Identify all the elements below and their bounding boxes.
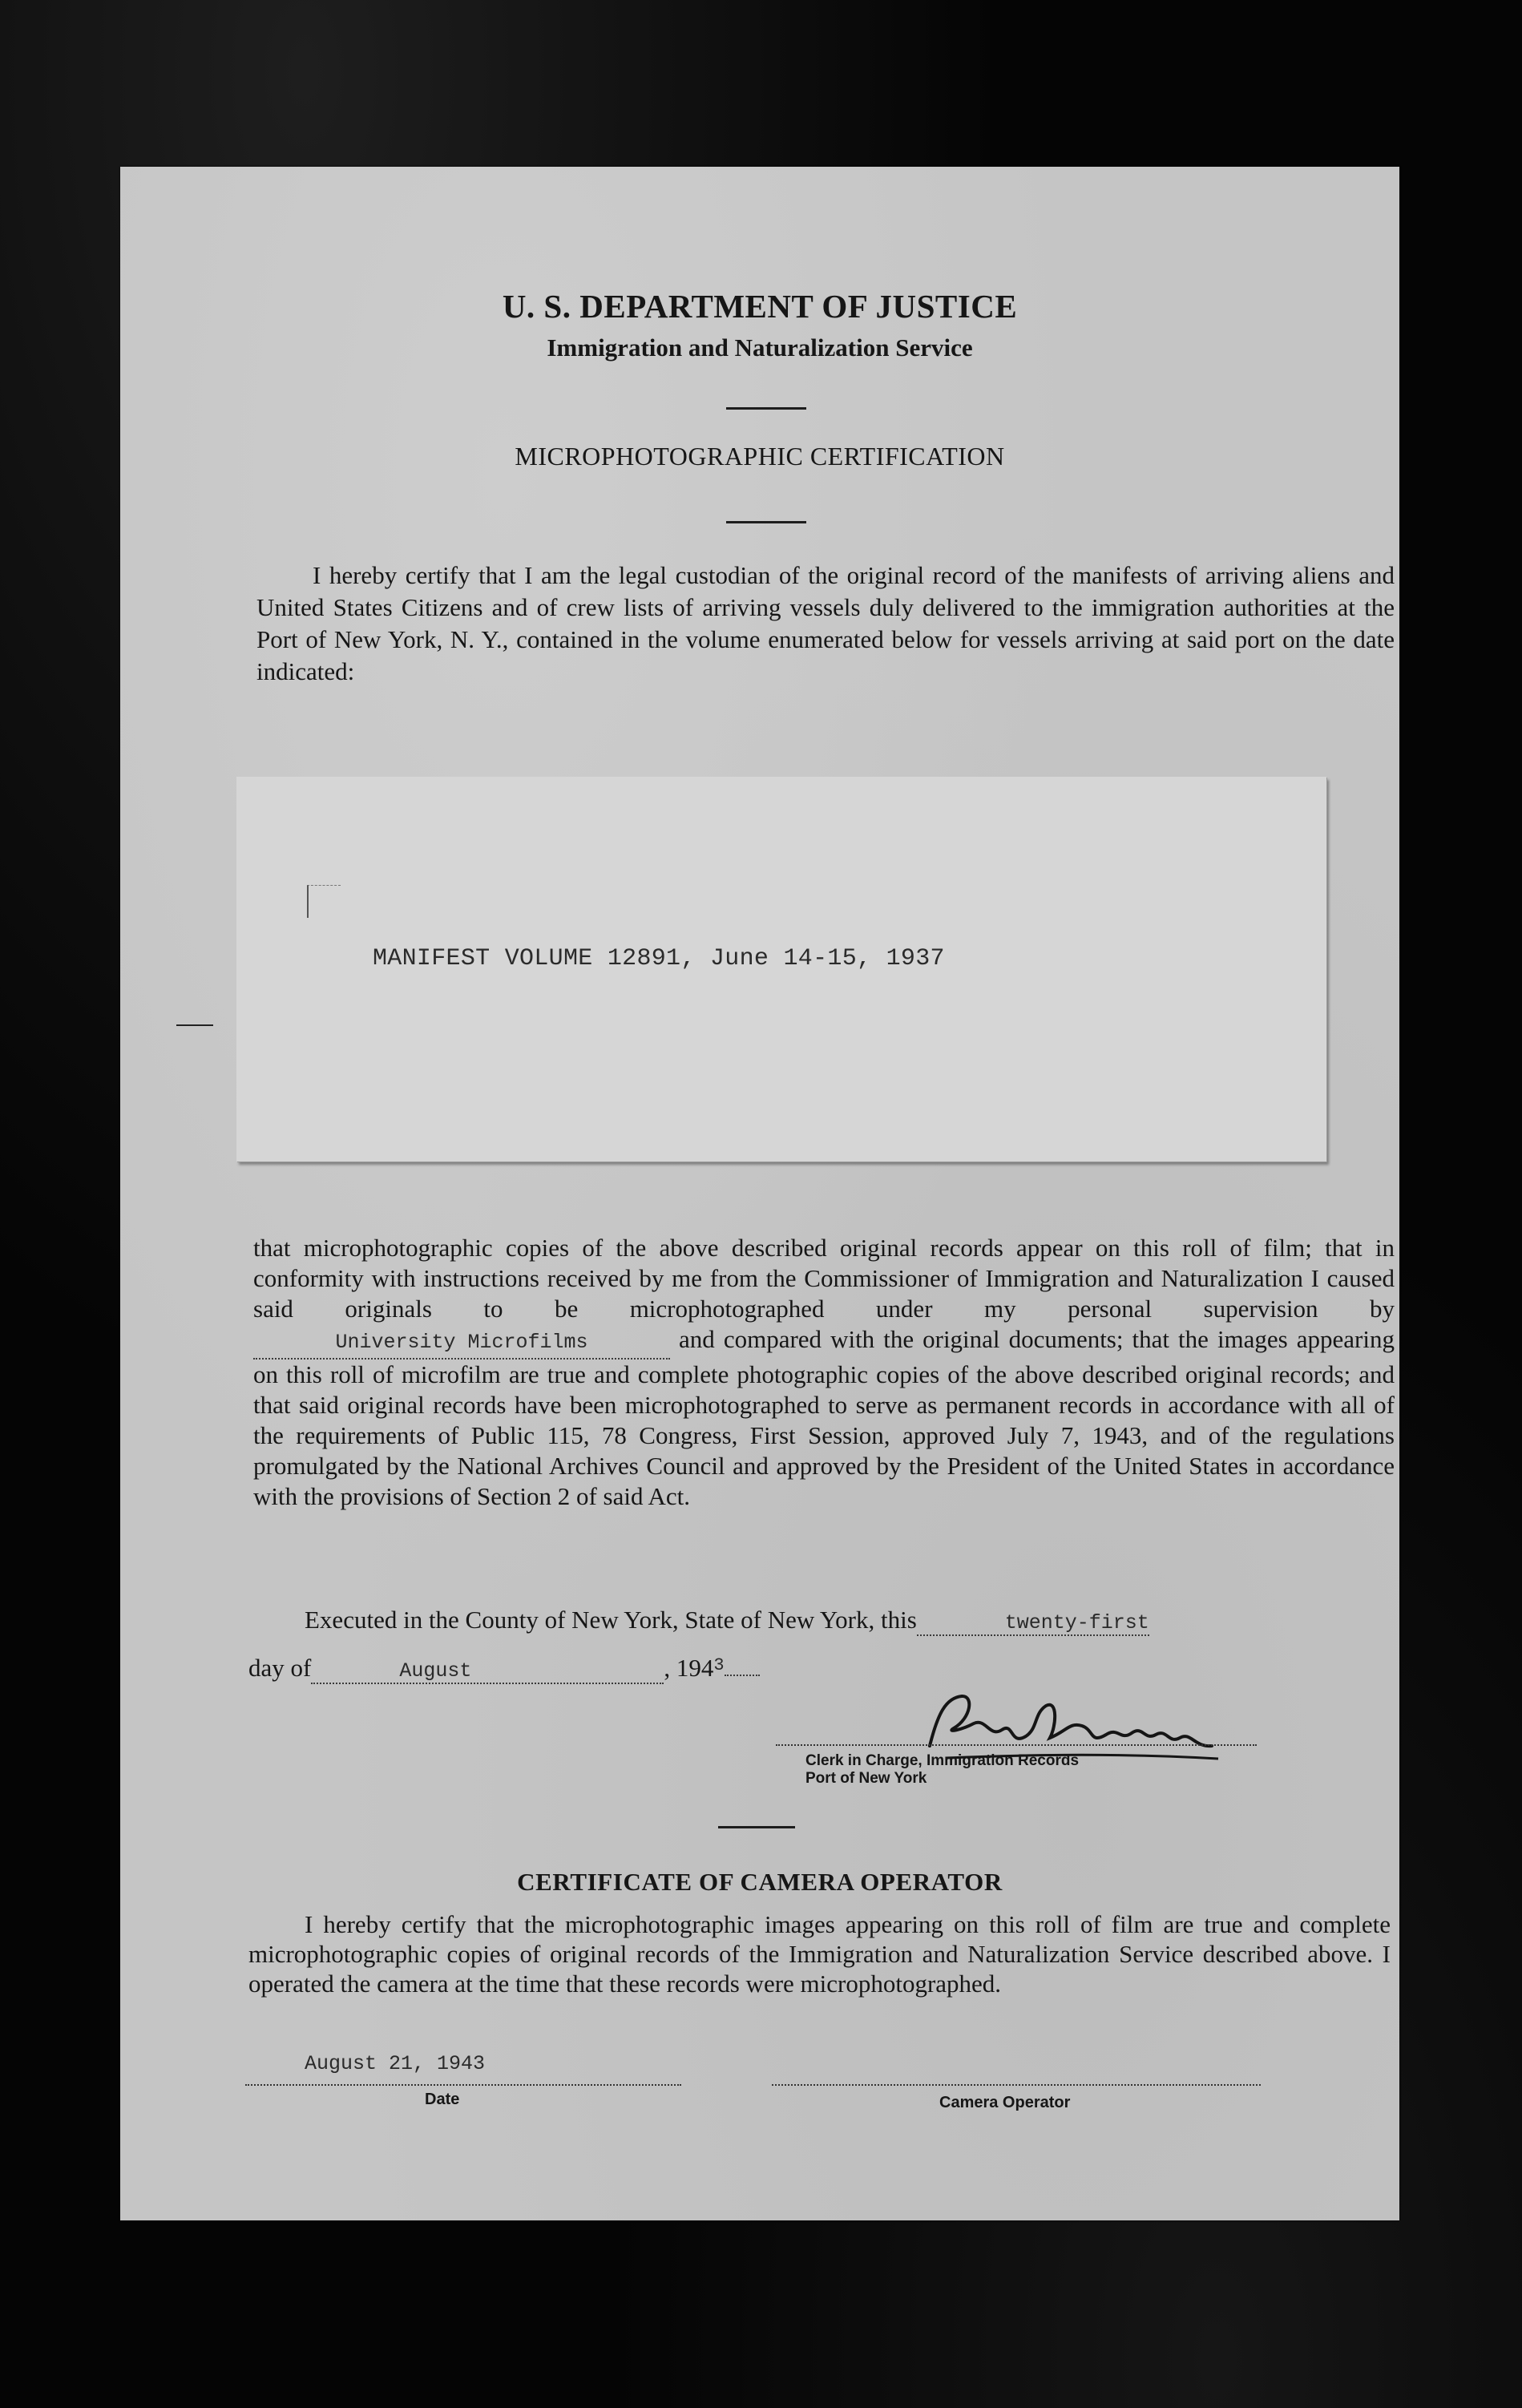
supervisor-value: University Microfilms <box>335 1331 588 1354</box>
certification-title: MICROPHOTOGRAPHIC CERTIFICATION <box>515 442 1005 471</box>
custodian-paragraph: I hereby certify that I am the legal custodian of the original record of the manifests of arriving aliens and United States Citizens and of crew lists of arriving vessels duly delivered to the immigration authorities at the Port of New York, N. Y., contained in the volume enumerated below for vessels arriving at said port on the date indicated: <box>256 561 1395 685</box>
corner-mark <box>307 885 341 918</box>
signature-caption-port: Port of New York <box>805 1770 927 1787</box>
side-mark <box>176 1024 213 1026</box>
camera-certificate-title: CERTIFICATE OF CAMERA OPERATOR <box>517 1868 1003 1896</box>
day-field <box>917 1606 1149 1636</box>
copies-paragraph <box>253 1233 1395 1512</box>
day-value: twenty-first <box>1004 1611 1149 1634</box>
date-label: Date <box>425 2091 460 2108</box>
month-value: August <box>399 1659 472 1683</box>
department-heading: U. S. DEPARTMENT OF JUSTICE <box>502 288 1018 325</box>
divider-mid <box>718 1826 795 1828</box>
service-subheading: Immigration and Naturalization Service <box>547 333 973 362</box>
signature-caption <box>805 1752 1079 1788</box>
camera-operator-label: Camera Operator <box>939 2094 1071 2111</box>
execution-prefix: Executed in the County of New York, State of New York, this <box>305 1606 917 1634</box>
month-line <box>248 1654 760 1684</box>
day-of-label: day of <box>248 1654 312 1682</box>
copies-paragraph-part1: that microphotographic copies of the above described original records appear on this roll of film; that in conformity with instructions received by me from the Commissioner of Immigration and Naturalization I caused said originals to be microphotographed under my personal supervision by <box>253 1234 1395 1323</box>
supervisor-field <box>253 1324 670 1360</box>
execution-line <box>305 1606 1149 1636</box>
year-digit: 3 <box>713 1655 725 1675</box>
divider-top <box>726 407 806 410</box>
divider-title <box>726 521 806 523</box>
manifest-card <box>236 777 1326 1162</box>
signature-caption-title: Clerk in Charge, Immigration Records <box>805 1752 1080 1769</box>
camera-operator-line <box>772 2055 1261 2086</box>
date-value: August 21, 1943 <box>305 2052 486 2075</box>
manifest-volume-text: MANIFEST VOLUME 12891, June 14-15, 1937 <box>373 945 945 972</box>
camera-certificate-paragraph: I hereby certify that the microphotographic images appearing on this roll of film are true and complete microphotographic copies of original records of the Immigration and Naturalization Service described above. I operated the camera at the time that these records were microphotographed. <box>248 1910 1391 1998</box>
month-field <box>311 1654 664 1684</box>
certificate-sheet <box>120 167 1399 2220</box>
year-prefix: , 194 <box>664 1654 714 1682</box>
copies-paragraph-part2: and compared with the original documents; that the images appearing on this roll of microfilm are true and complete photographic copies of the above described original records; and that said original records have been microphotographed to serve as permanent records in accordance with all of the requirements of Public 115, 78 Congress, First Session, approved July 7, 1943, and of the regulations promulgated by the National Archives Council and approved by the President of the United States in accordance with the provisions of Section 2 of said Act. <box>253 1325 1395 1510</box>
signature-line <box>776 1744 1257 1746</box>
year-dots <box>725 1675 760 1676</box>
